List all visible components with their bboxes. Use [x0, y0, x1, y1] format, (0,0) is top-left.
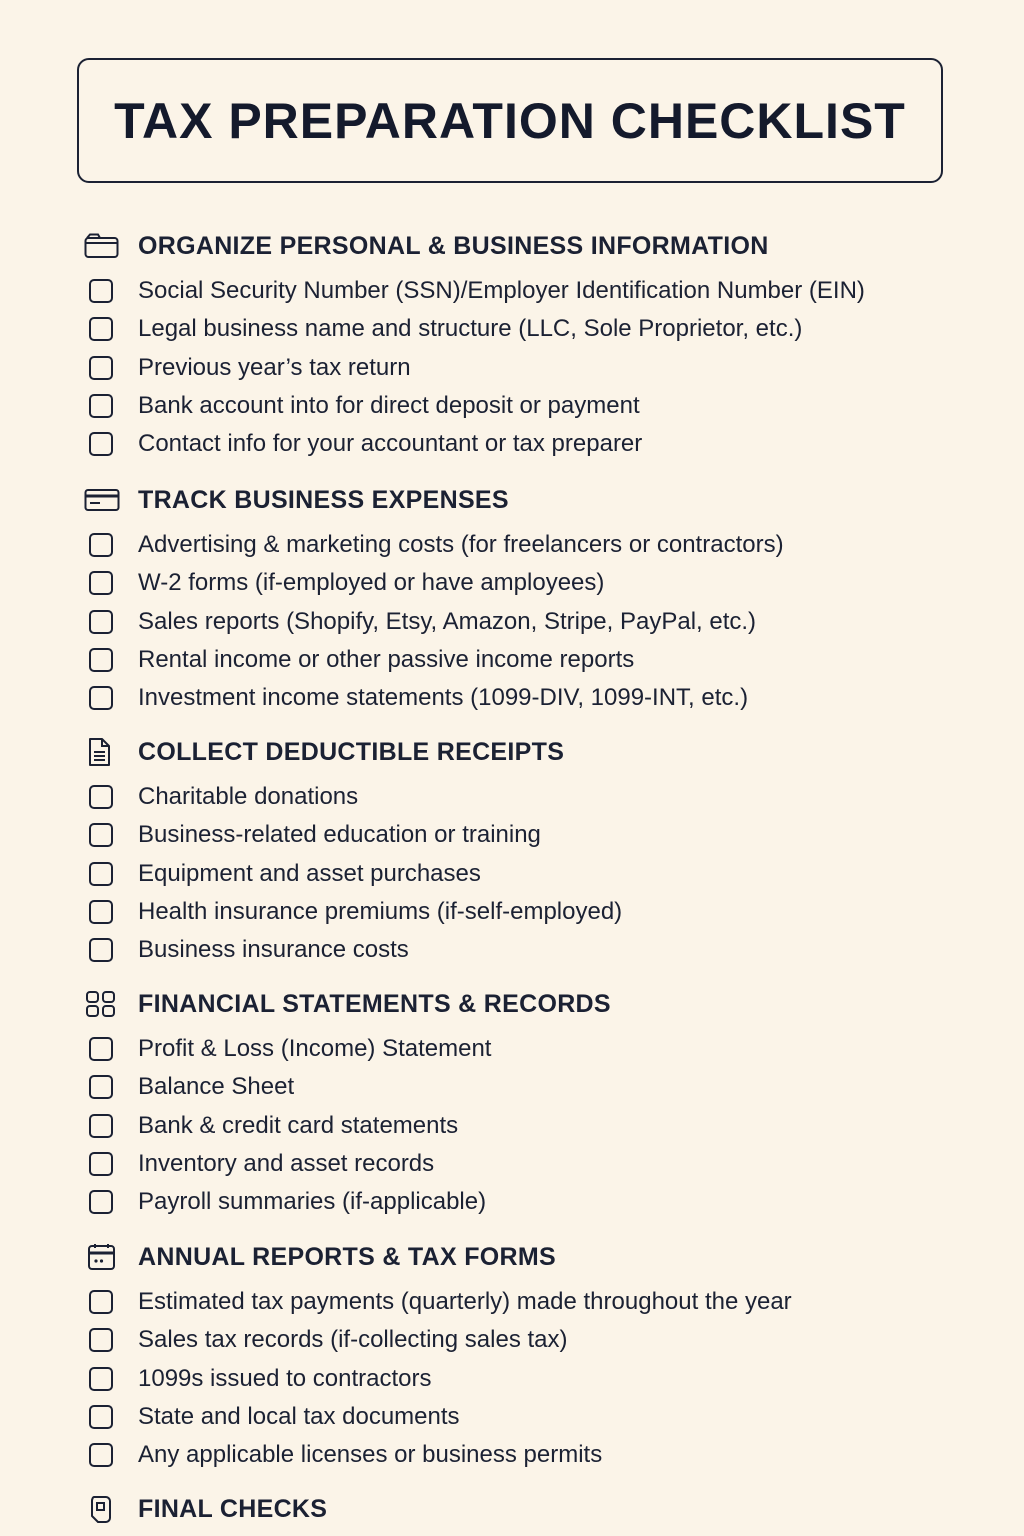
checklist-item[interactable]: [84, 816, 964, 854]
checkbox[interactable]: [89, 686, 113, 710]
section-financial-statements: [84, 987, 964, 1221]
item-label: Rental income or other passive income reports: [138, 646, 635, 674]
section-header: [84, 735, 964, 769]
checklist-item[interactable]: [84, 778, 964, 816]
section-header: [84, 483, 964, 517]
checklist-item[interactable]: [84, 1321, 964, 1359]
checkbox[interactable]: [89, 785, 113, 809]
item-label: Estimated tax payments (quarterly) made throughout the year: [138, 1288, 792, 1316]
item-label: Charitable donations: [138, 783, 359, 811]
section-title: FINANCIAL STATEMENTS & RECORDS: [138, 989, 611, 1018]
checkbox[interactable]: [89, 1190, 113, 1214]
item-label: Previous year’s tax return: [138, 353, 411, 381]
checklist-item[interactable]: [84, 641, 964, 679]
item-label: Business-related education or training: [138, 821, 541, 849]
checkbox[interactable]: [89, 1405, 113, 1429]
checkbox[interactable]: [89, 900, 113, 924]
checklist-item[interactable]: [84, 1030, 964, 1068]
checkbox[interactable]: [89, 1075, 113, 1099]
item-label: Inventory and asset records: [138, 1150, 435, 1178]
checklist-item[interactable]: [84, 526, 964, 564]
checklist-item[interactable]: [84, 387, 964, 425]
checkbox[interactable]: [89, 279, 113, 303]
section-title: TRACK BUSINESS EXPENSES: [138, 485, 509, 514]
checkbox[interactable]: [89, 610, 113, 634]
checkbox[interactable]: [89, 533, 113, 557]
document-icon: [84, 737, 120, 767]
item-label: Social Security Number (SSN)/Employer Identification Number (EIN): [138, 277, 865, 305]
item-label: Legal business name and structure (LLC, Sole Proprietor, etc.): [138, 315, 803, 343]
item-label: Profit & Loss (Income) Statement: [138, 1035, 492, 1063]
checklist-item[interactable]: [84, 272, 964, 310]
checklist-item[interactable]: [84, 931, 964, 969]
item-label: State and local tax documents: [138, 1403, 460, 1431]
section-header: [84, 1492, 964, 1526]
checklist-item[interactable]: [84, 1145, 964, 1183]
checklist-item[interactable]: [84, 310, 964, 348]
checklist-item[interactable]: [84, 1183, 964, 1221]
title-box: [77, 58, 943, 183]
item-label: Business insurance costs: [138, 936, 409, 964]
checklist-item[interactable]: [84, 893, 964, 931]
item-label: Bank & credit card statements: [138, 1111, 459, 1139]
item-label: Payroll summaries (if-applicable): [138, 1188, 487, 1216]
checklist-item[interactable]: [84, 1283, 964, 1321]
checkbox[interactable]: [89, 1367, 113, 1391]
section-annual-reports: [84, 1240, 964, 1474]
checkbox[interactable]: [89, 1443, 113, 1467]
section-final-checks: [84, 1492, 964, 1526]
checklist-item[interactable]: [84, 1360, 964, 1398]
item-label: Any applicable licenses or business permits: [138, 1441, 603, 1469]
item-label: Sales reports (Shopify, Etsy, Amazon, Stripe, PayPal, etc.): [138, 607, 757, 635]
checkbox[interactable]: [89, 648, 113, 672]
checkbox[interactable]: [89, 1037, 113, 1061]
page-title: TAX PREPARATION CHECKLIST: [114, 92, 906, 149]
section-title: ANNUAL REPORTS & TAX FORMS: [138, 1242, 556, 1271]
checklist-item[interactable]: [84, 1107, 964, 1145]
calendar-icon: [84, 1242, 120, 1272]
checkbox[interactable]: [89, 862, 113, 886]
section-title: COLLECT DEDUCTIBLE RECEIPTS: [138, 737, 565, 766]
checklist-item[interactable]: [84, 1068, 964, 1106]
checkbox[interactable]: [89, 1290, 113, 1314]
item-label: Health insurance premiums (if-self-employed): [138, 898, 623, 926]
checkbox[interactable]: [89, 1114, 113, 1138]
item-label: Bank account into for direct deposit or payment: [138, 392, 640, 420]
folder-icon: [84, 231, 120, 261]
checkbox[interactable]: [89, 432, 113, 456]
checkbox[interactable]: [89, 823, 113, 847]
checklist-item[interactable]: [84, 1436, 964, 1474]
checkbox[interactable]: [89, 1152, 113, 1176]
checklist-item[interactable]: [84, 349, 964, 387]
item-label: Contact info for your accountant or tax preparer: [138, 430, 643, 458]
item-label: 1099s issued to contractors: [138, 1364, 432, 1392]
checklist-item[interactable]: [84, 679, 964, 717]
section-business-expenses: [84, 483, 964, 717]
checkbox[interactable]: [89, 317, 113, 341]
section-header: [84, 1240, 964, 1274]
section-title: ORGANIZE PERSONAL & BUSINESS INFORMATION: [138, 231, 769, 260]
item-label: Balance Sheet: [138, 1073, 295, 1101]
item-label: W-2 forms (if-employed or have amployees): [138, 569, 605, 597]
section-title: FINAL CHECKS: [138, 1494, 328, 1523]
checkbox[interactable]: [89, 571, 113, 595]
item-label: Advertising & marketing costs (for freelancers or contractors): [138, 531, 784, 559]
checkbox[interactable]: [89, 938, 113, 962]
card-icon: [84, 485, 120, 515]
checkbox[interactable]: [89, 356, 113, 380]
checklist-item[interactable]: [84, 603, 964, 641]
item-label: Investment income statements (1099-DIV, 1099-INT, etc.): [138, 684, 749, 712]
section-header: [84, 229, 964, 263]
checklist-item[interactable]: [84, 564, 964, 602]
checklist-item[interactable]: [84, 1398, 964, 1436]
checklist-item[interactable]: [84, 855, 964, 893]
section-header: [84, 987, 964, 1021]
grid-icon: [84, 989, 120, 1019]
section-personal-business-info: [84, 229, 964, 463]
checkbox[interactable]: [89, 394, 113, 418]
checkbox[interactable]: [89, 1328, 113, 1352]
checklist-item[interactable]: [84, 425, 964, 463]
clipboard-icon: [84, 1494, 120, 1524]
item-label: Sales tax records (if-collecting sales tax): [138, 1326, 568, 1354]
section-deductible-receipts: [84, 735, 964, 969]
item-label: Equipment and asset purchases: [138, 859, 481, 887]
